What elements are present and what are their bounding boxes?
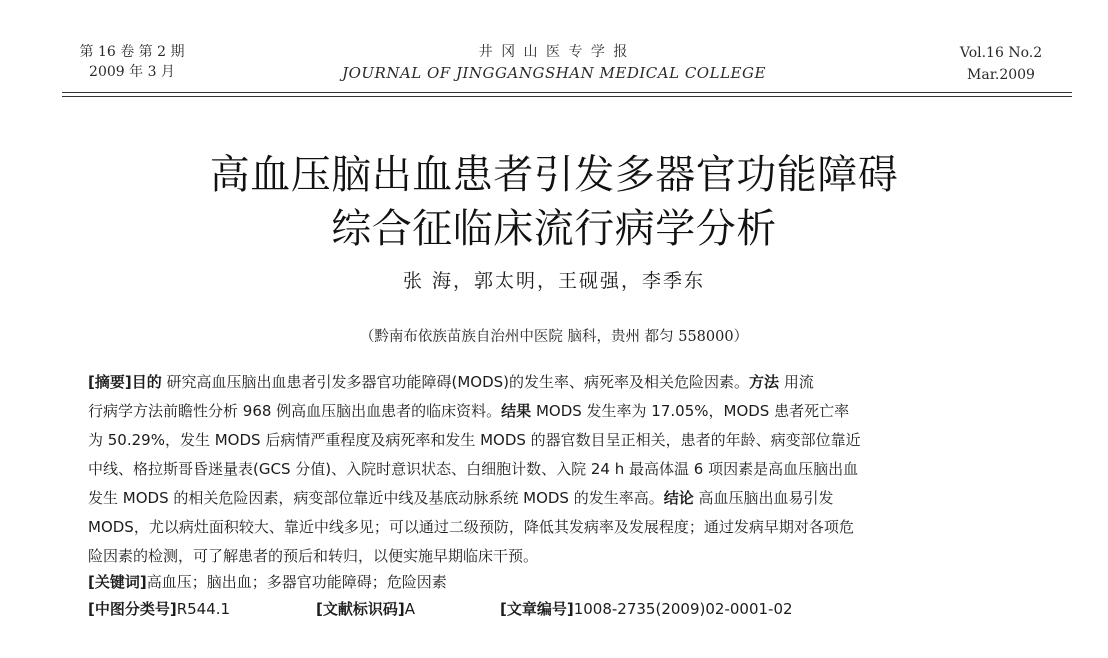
article-number — [500, 598, 793, 620]
header-issue-cn — [62, 42, 202, 82]
document-code-value: A — [404, 600, 415, 618]
header-volume-cn: 第 16 卷 第 2 期 — [79, 44, 185, 60]
article-number-value: 1008-2735(2009)02-0001-02 — [573, 600, 793, 618]
abstract-text: 用流 — [779, 373, 814, 391]
header-volume-en: Vol.16 No.2 — [959, 45, 1043, 61]
abstract-text: 发生 MODS 的相关危险因素，病变部位靠近中线及基底动脉系统 MODS 的发生率高。 — [88, 489, 664, 507]
clc-label: [中图分类号] — [88, 600, 177, 618]
abstract-line: 为 50.29%，发生 MODS 后病情严重程度及病死率和发生 MODS 的器官数目呈正相关，患者的年龄、病变部位靠近 — [88, 431, 861, 449]
author-list: 张 海，郭太明，王砚强，李季东 — [402, 270, 706, 292]
journal-name-en: JOURNAL OF JINGGANGSHAN MEDICAL COLLEGE — [342, 64, 766, 82]
abstract-text: 研究高血压脑出血患者引发多器官功能障碍(MODS)的发生率、病死率及相关危险因素。 — [161, 373, 750, 391]
document-code-label: [文献标识码] — [316, 600, 405, 618]
result-label: 结果 — [501, 402, 532, 420]
header-issue-en — [946, 42, 1056, 86]
article-title-line-1: 高血压脑出血患者引发多器官功能障碍 — [209, 152, 899, 198]
method-label: 方法 — [749, 373, 780, 391]
abstract-label: [摘要] — [88, 373, 132, 391]
header-date-cn: 2009 年 3 月 — [89, 64, 175, 80]
article-number-label: [文章编号] — [500, 600, 574, 618]
abstract-line: 险因素的检测，可了解患者的预后和转归，以便实施早期临床干预。 — [88, 547, 539, 565]
document-code — [316, 598, 415, 620]
abstract-line — [88, 487, 834, 509]
journal-name-cn: 井 冈 山 医 专 学 报 — [478, 44, 630, 60]
article-title — [60, 148, 1048, 256]
abstract-line — [88, 400, 849, 422]
affiliation: （黔南布依族苗族自治州中医院 脑科，贵州 都匀 558000） — [359, 329, 749, 345]
keywords-text: 高血压；脑出血；多器官功能障碍；危险因素 — [146, 573, 447, 591]
clc-code — [88, 598, 230, 620]
header-rule-double — [62, 96, 1072, 97]
header-date-en: Mar.2009 — [967, 67, 1035, 83]
abstract-text: 行病学方法前瞻性分析 968 例高血压脑出血患者的临床资料。 — [88, 402, 502, 420]
header-journal — [300, 42, 808, 84]
objective-label: 目的 — [131, 373, 162, 391]
header-rule — [62, 92, 1072, 93]
keywords-label: [关键词] — [88, 573, 147, 591]
clc-value: R544.1 — [176, 600, 231, 618]
abstract-line — [88, 371, 814, 393]
abstract-line: MODS，尤以病灶面积较大、靠近中线多见；可以通过二级预防，降低其发病率及发展程度；通过发病早期对各项危 — [88, 518, 854, 536]
abstract-text: MODS 发生率为 17.05%，MODS 患者死亡率 — [531, 402, 850, 420]
conclusion-label: 结论 — [663, 489, 694, 507]
abstract-text: 高血压脑出血易引发 — [693, 489, 834, 507]
keywords-line — [88, 571, 447, 593]
abstract-line: 中线、格拉斯哥昏迷量表(GCS 分值)、入院时意识状态、白细胞计数、入院 24 h 最高体温 6 项因素是高血压脑出血 — [88, 460, 859, 478]
article-title-line-2: 综合征临床流行病学分析 — [331, 206, 777, 252]
